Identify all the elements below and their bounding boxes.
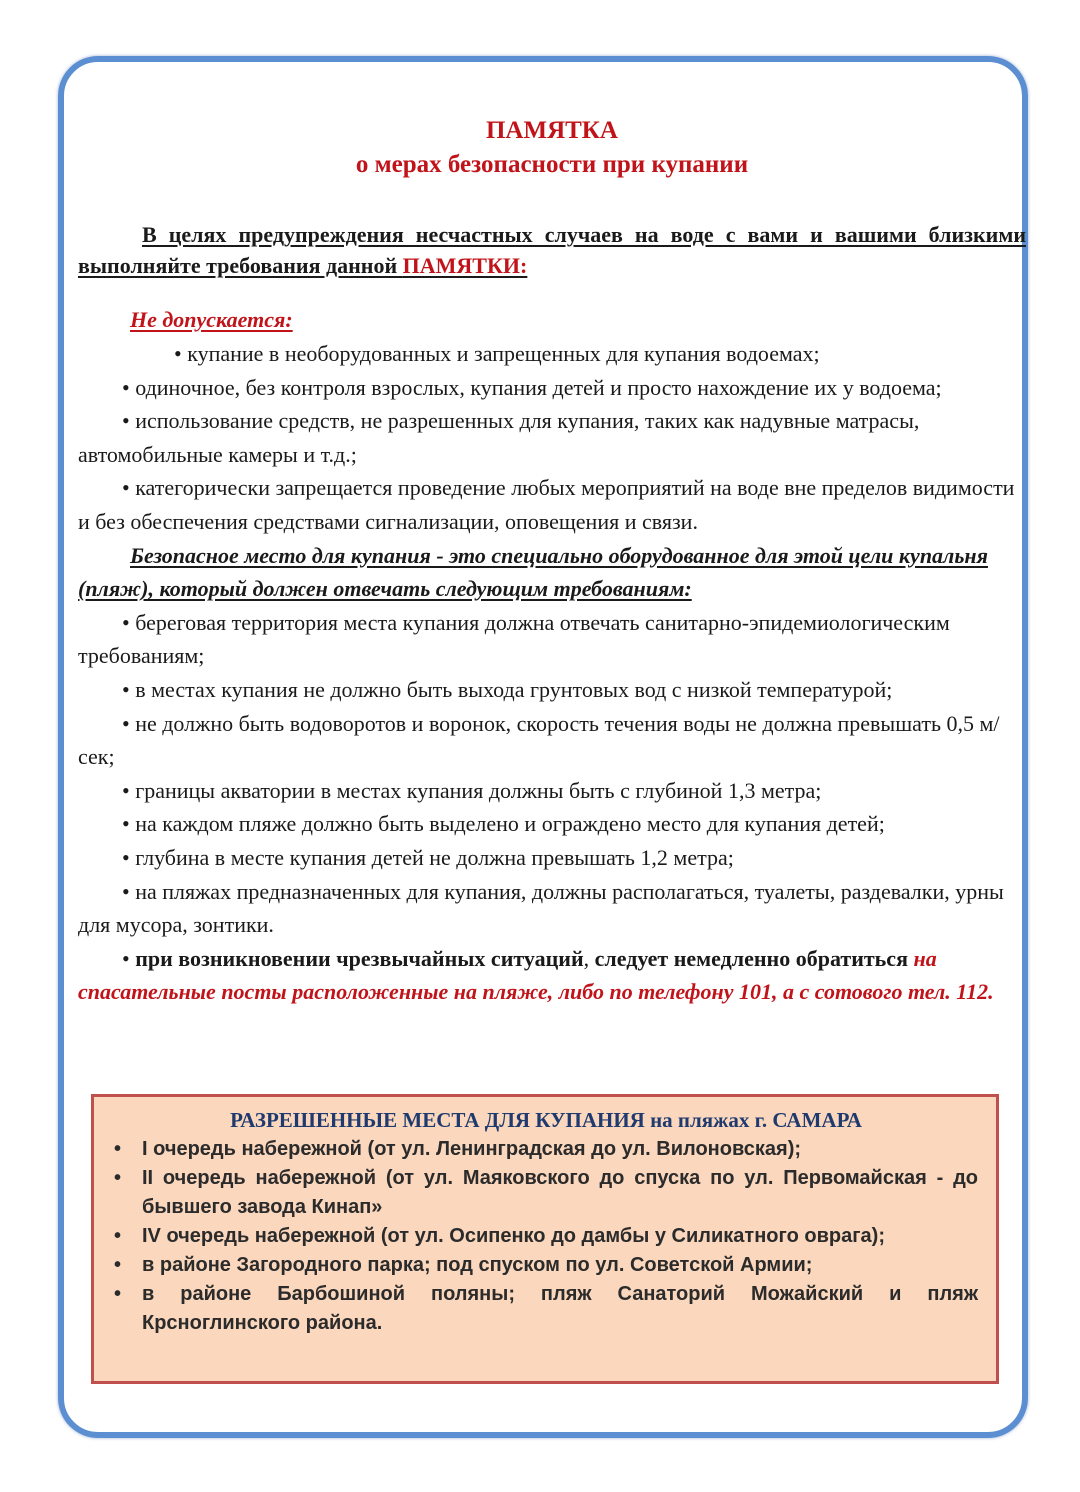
allowed-title-main: РАЗРЕШЕННЫЕ МЕСТА ДЛЯ КУПАНИЯ [230,1108,645,1132]
lead-highlight: ПАМЯТКИ: [402,253,528,278]
prohibited-item: • одиночное, без контроля взрослых, купания детей и просто нахождение их у водоема; [122,374,942,400]
allowed-places-title [114,1105,978,1135]
emergency-bold-1: при возникновении чрезвычайных ситуаций [135,945,584,971]
prohibited-item: • купание в необорудованных и запрещенных для купания водоемах; [174,341,820,366]
emergency-paragraph [78,942,1026,1009]
prohibited-item: • использование средств, не разрешенных для купания, таких как надувные матрасы, автомобильные камеры и т.д.; [78,408,920,467]
list-item: • IV очередь набережной (от ул. Осипенко до дамбы у Силикатного оврага); [114,1222,978,1251]
emergency-bullet: • [122,945,136,971]
emergency-contacts: на спасательные посты расположенные на пляже, либо по телефону 101, а с сотового тел. 112. [78,945,994,1005]
safe-place-heading: Безопасное место для купания - это специально оборудованное для этой цели купальня (пляж), который должен отвечать следующим требованиям: [78,542,988,602]
requirement-item: • на пляжах предназначенных для купания, должны располагаться, туалеты, раздевалки, урны для мусора, зонтики. [78,878,1004,938]
requirement-item: • глубина в месте купания детей не должна превышать 1,2 метра; [122,844,734,870]
emergency-bold-2: следует немедленно обратиться [594,945,908,971]
emergency-comma: , [583,945,595,971]
lead-text: В целях предупреждения несчастных случаев на воде с вами и вашими близкими выполняйте требования данной [78,222,1026,278]
allowed-places-box [91,1094,999,1384]
requirement-item: • границы акватории в местах купания должны быть с глубиной 1,3 метра; [122,777,822,803]
requirement-item: • в местах купания не должно быть выхода грунтовых вод с низкой температурой; [122,676,893,702]
allowed-title-rest: на пляжах г. САМАРА [644,1108,862,1132]
prohibited-heading: Не допускается: [130,307,293,332]
list-item: • I очередь набережной (от ул. Ленинградская до ул. Вилоновская); [114,1135,978,1164]
prohibited-item: • категорически запрещается проведение любых мероприятий на воде вне пределов видимости и без обеспечения средствами сигнализации, оповещения и связи. [78,475,1015,534]
requirement-item: • не должно быть водоворотов и воронок, скорость течения воды не должна превышать 0,5 м/сек; [78,710,1000,770]
lead-paragraph [78,219,1026,281]
list-item: • II очередь набережной (от ул. Маяковского до спуска по ул. Первомайская - до бывшего завода Кинап» [114,1164,978,1222]
allowed-places-list [114,1135,978,1338]
list-item: • в районе Барбошиной поляны; пляж Санаторий Можайский и пляж Крсноглинского района. [114,1280,978,1338]
memo-content [78,114,1026,1009]
requirement-item: • на каждом пляже должно быть выделено и ограждено место для купания детей; [122,811,885,837]
list-item: • в районе Загородного парка; под спуском по ул. Советской Армии; [114,1251,978,1280]
memo-subtitle: о мерах безопасности при купании [355,151,749,178]
memo-title: ПАМЯТКА [485,117,618,144]
requirement-item: • береговая территория места купания должна отвечать санитарно-эпидемиологическим требованиям; [78,609,950,669]
